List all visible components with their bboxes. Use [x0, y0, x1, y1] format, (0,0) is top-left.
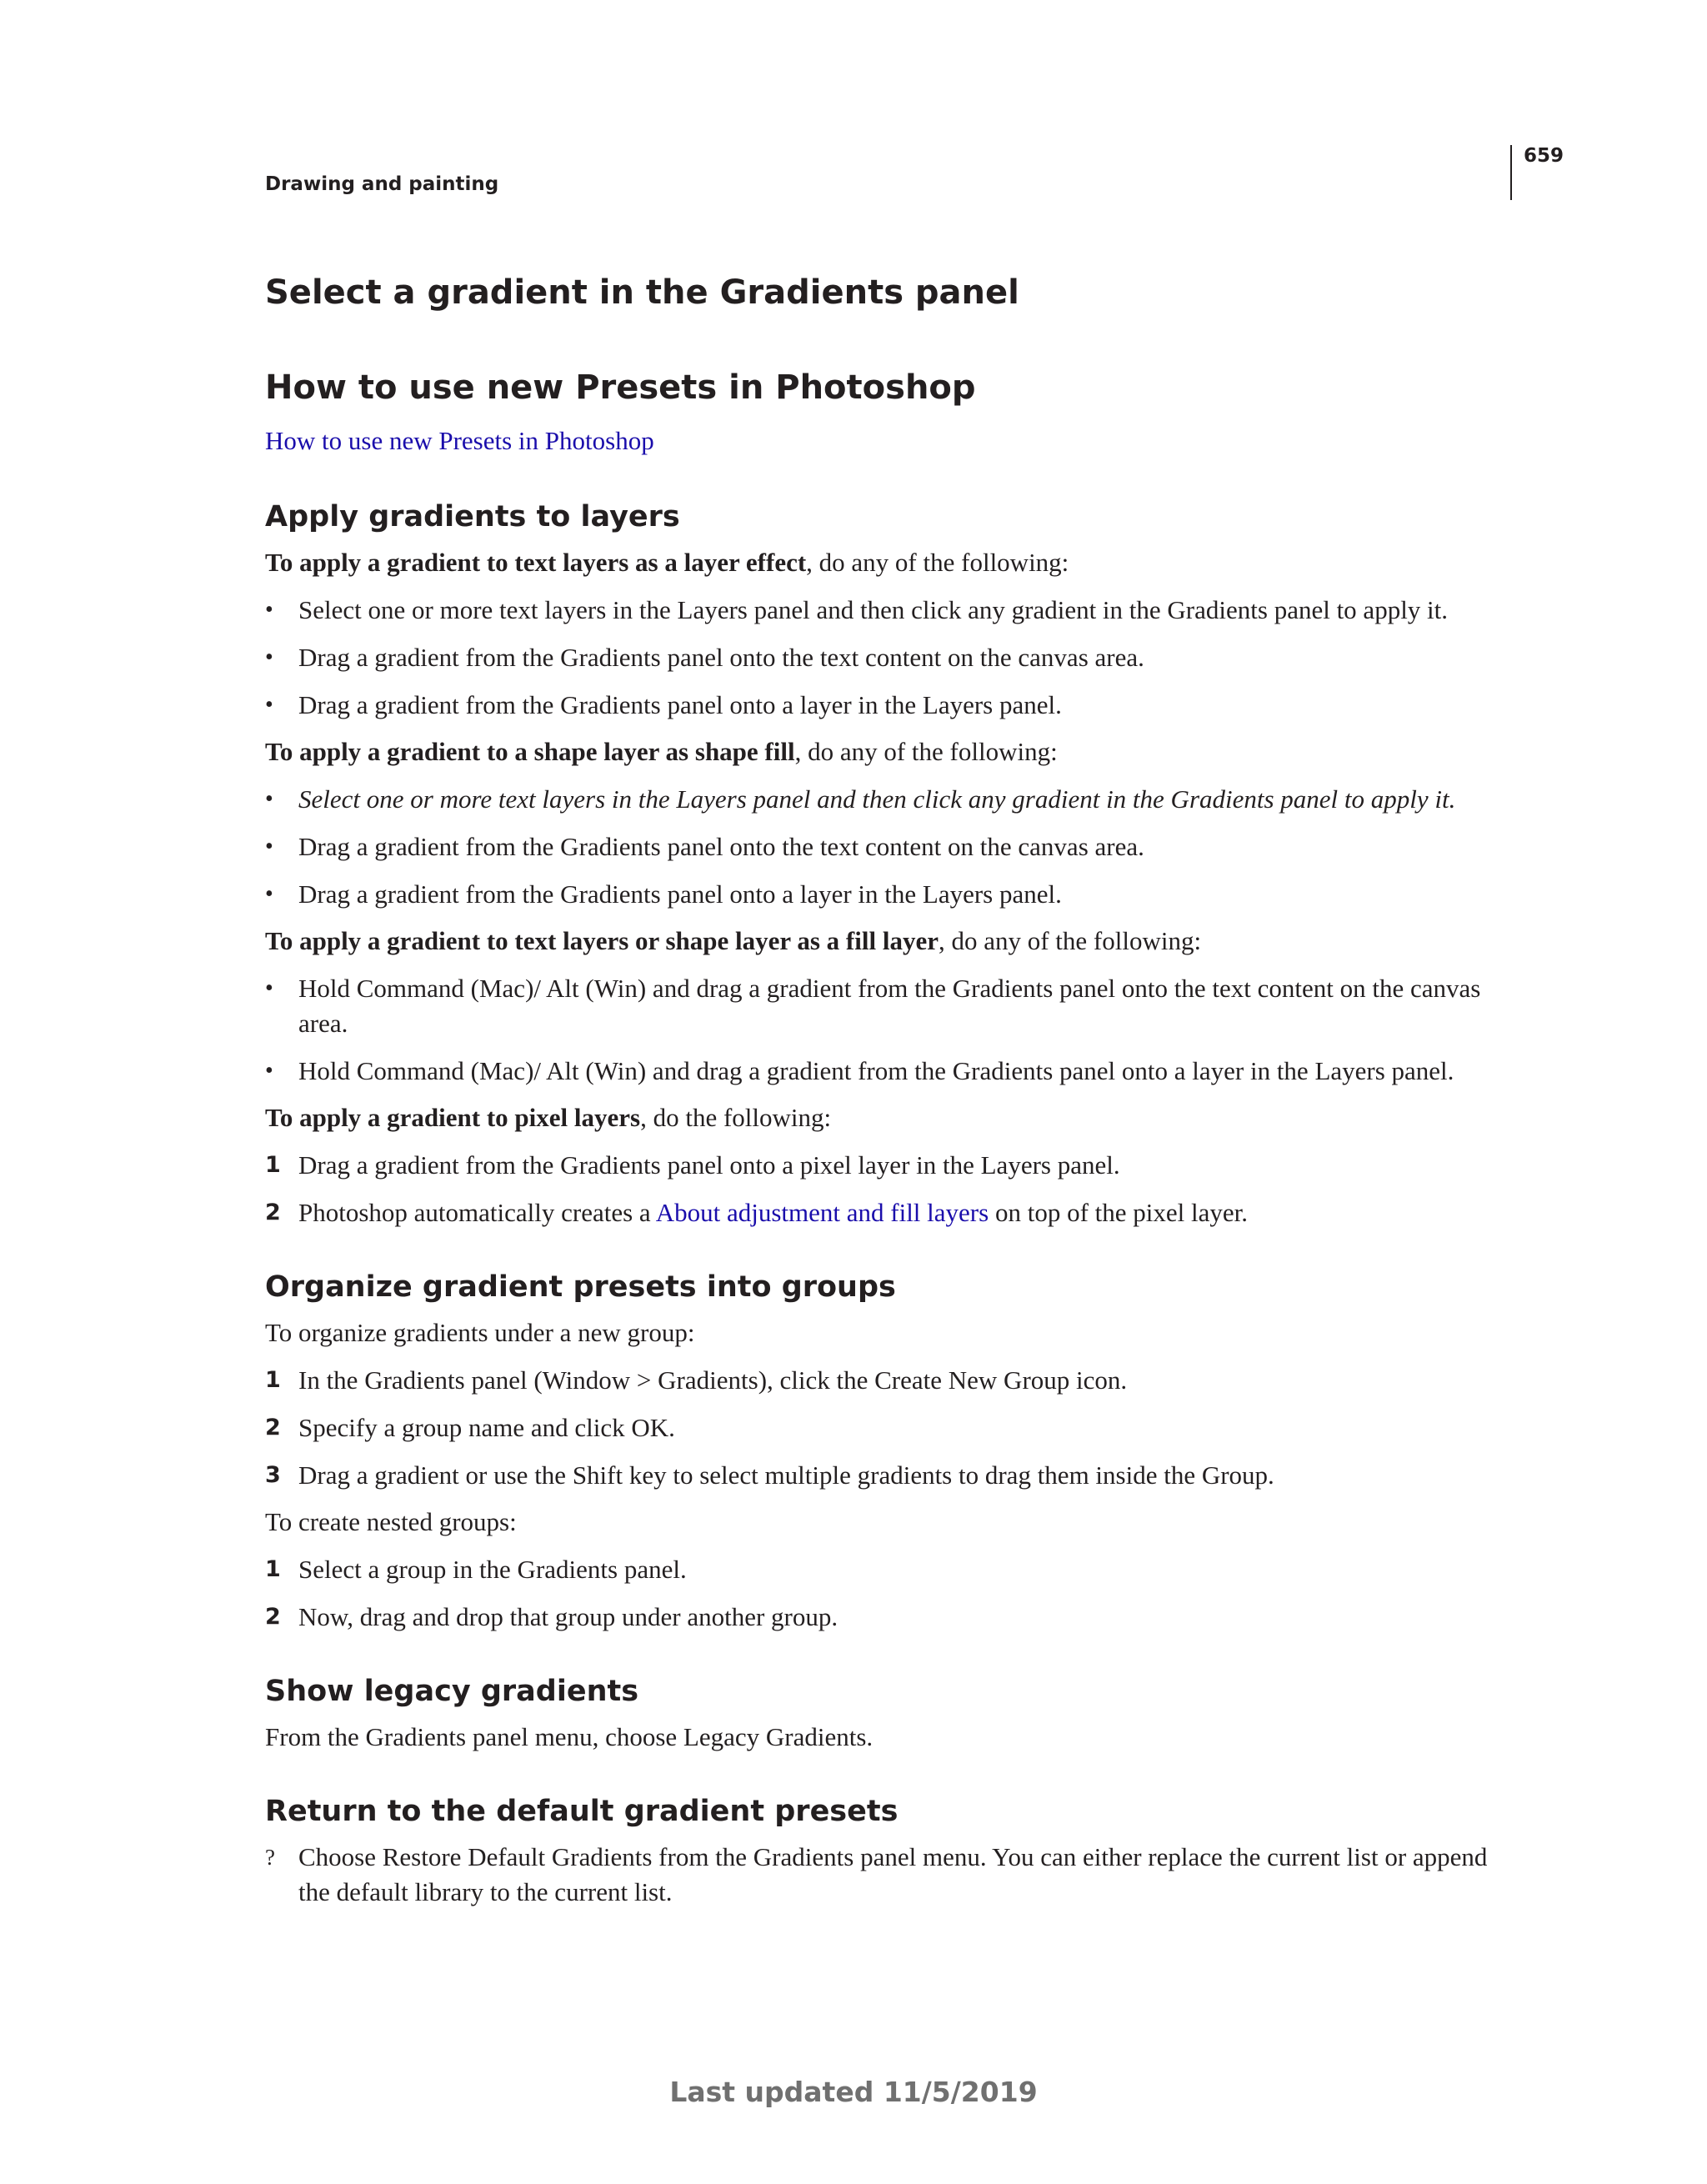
list-item — [265, 1840, 1507, 1910]
nested-intro: To create nested groups: — [265, 1507, 517, 1536]
header-rule — [1510, 145, 1512, 200]
step-text: Now, drag and drop that group under another group. — [298, 1602, 838, 1631]
list-item-text: Hold Command (Mac)/ Alt (Win) and drag a gradient from the Gradients panel onto the text content on the canvas area. — [298, 974, 1481, 1038]
legacy-text: From the Gradients panel menu, choose Legacy Gradients. — [265, 1722, 874, 1751]
shape-layer-list — [265, 782, 1507, 912]
step-number: 1 — [265, 1152, 281, 1178]
step-number: 2 — [265, 1604, 281, 1630]
bullet-marker: • — [265, 881, 273, 907]
text-layers-intro — [265, 545, 1507, 580]
restore-list — [265, 1840, 1507, 1910]
bullet-marker: • — [265, 597, 273, 623]
fill-layer-intro — [265, 924, 1507, 959]
bullet-marker: • — [265, 644, 273, 670]
list-item-text: Drag a gradient from the Gradients panel onto a layer in the Layers panel. — [298, 690, 1062, 719]
bullet-marker: • — [265, 786, 273, 812]
list-item-text: Select one or more text layers in the Layers panel and then click any gradient in the Gradients panel to apply it. — [298, 595, 1449, 624]
bullet-marker: • — [265, 975, 273, 1001]
list-item — [265, 688, 1507, 723]
list-item-text: Select one or more text layers in the Layers panel and then click any gradient in the Gradients panel to apply it. — [298, 784, 1456, 814]
shape-layer-intro-rest: , do any of the following: — [794, 737, 1058, 766]
step-item — [265, 1600, 1507, 1635]
step-text — [298, 1198, 1248, 1227]
list-item-text: Hold Command (Mac)/ Alt (Win) and drag a gradient from the Gradients panel onto a layer in the Layers panel. — [298, 1056, 1454, 1085]
list-item-text: Drag a gradient from the Gradients panel onto the text content on the canvas area. — [298, 832, 1144, 861]
list-item — [265, 593, 1507, 628]
step-text: Drag a gradient or use the Shift key to select multiple gradients to drag them inside the Group. — [298, 1460, 1274, 1490]
bullet-marker: • — [265, 1058, 273, 1084]
step-item — [265, 1552, 1507, 1587]
step-item — [265, 1363, 1507, 1398]
step-item — [265, 1148, 1507, 1183]
page-number: 659 — [1524, 145, 1564, 167]
bullet-marker: • — [265, 834, 273, 859]
step-item — [265, 1195, 1507, 1230]
step-text-before: Photoshop automatically creates a — [298, 1198, 656, 1227]
presets-title: How to use new Presets in Photoshop — [265, 368, 976, 407]
step-number: 2 — [265, 1200, 281, 1225]
text-layers-list — [265, 593, 1507, 723]
page-content — [265, 265, 1507, 1910]
organize-heading: Organize gradient presets into groups — [265, 1270, 896, 1304]
step-number: 1 — [265, 1556, 281, 1582]
step-item — [265, 1458, 1507, 1493]
pixel-layers-steps — [265, 1148, 1507, 1230]
list-item-text: Drag a gradient from the Gradients panel onto a layer in the Layers panel. — [298, 879, 1062, 909]
fill-layer-intro-rest: , do any of the following: — [938, 926, 1202, 955]
step-number: 1 — [265, 1367, 281, 1393]
step-text-after: on top of the pixel layer. — [989, 1198, 1248, 1227]
organize-intro: To organize gradients under a new group: — [265, 1318, 695, 1347]
step-number: 3 — [265, 1462, 281, 1488]
step-text: In the Gradients panel (Window > Gradients), click the Create New Group icon. — [298, 1365, 1128, 1395]
question-marker: ? — [265, 1845, 275, 1870]
page-header-title: Drawing and painting — [265, 173, 499, 195]
list-item — [265, 877, 1507, 912]
pixel-layers-intro — [265, 1100, 1507, 1135]
shape-layer-intro — [265, 734, 1507, 769]
bullet-marker: • — [265, 692, 273, 718]
page-title: Select a gradient in the Gradients panel — [265, 273, 1019, 312]
list-item — [265, 971, 1507, 1041]
step-text: Drag a gradient from the Gradients panel onto a pixel layer in the Layers panel. — [298, 1150, 1120, 1180]
list-item-text: Choose Restore Default Gradients from the Gradients panel menu. You can either replace the current list or append the default library to the current list. — [298, 1842, 1488, 1906]
step-number: 2 — [265, 1415, 281, 1440]
pixel-layers-intro-bold: To apply a gradient to pixel layers — [265, 1103, 641, 1132]
step-text: Select a group in the Gradients panel. — [298, 1555, 687, 1584]
list-item — [265, 1054, 1507, 1089]
fill-layer-intro-bold: To apply a gradient to text layers or shape layer as a fill layer — [265, 926, 939, 955]
footer-last-updated: Last updated 11/5/2019 — [669, 2076, 1038, 2108]
step-text: Specify a group name and click OK. — [298, 1413, 675, 1442]
list-item — [265, 829, 1507, 864]
pixel-layers-intro-rest: , do the following: — [640, 1103, 832, 1132]
text-layers-intro-rest: , do any of the following: — [806, 548, 1069, 577]
step-item — [265, 1410, 1507, 1445]
legacy-heading: Show legacy gradients — [265, 1675, 639, 1708]
list-item — [265, 640, 1507, 675]
presets-link[interactable]: How to use new Presets in Photoshop — [265, 426, 654, 455]
organize-steps — [265, 1363, 1507, 1493]
fill-layer-list — [265, 971, 1507, 1089]
shape-layer-intro-bold: To apply a gradient to a shape layer as shape fill — [265, 737, 795, 766]
adjustment-fill-layers-link[interactable]: About adjustment and fill layers — [655, 1198, 989, 1227]
apply-heading: Apply gradients to layers — [265, 500, 680, 533]
nested-steps — [265, 1552, 1507, 1635]
text-layers-intro-bold: To apply a gradient to text layers as a layer effect — [265, 548, 807, 577]
restore-heading: Return to the default gradient presets — [265, 1795, 899, 1828]
list-item-text: Drag a gradient from the Gradients panel onto the text content on the canvas area. — [298, 643, 1144, 672]
list-item — [265, 782, 1507, 817]
